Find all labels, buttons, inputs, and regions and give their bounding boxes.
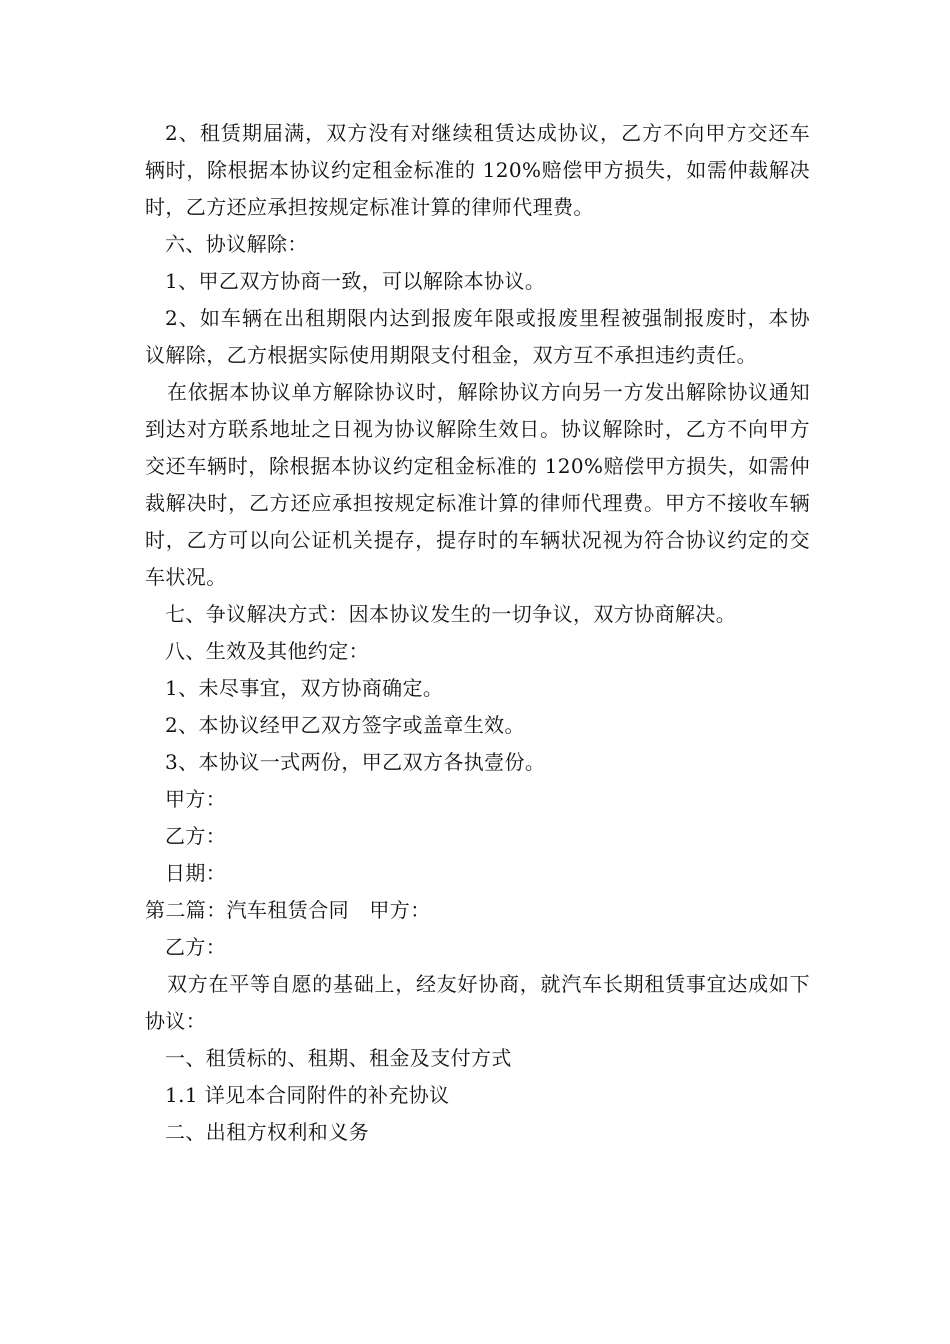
heading-termination: 六、协议解除：	[165, 232, 308, 256]
signature-date: 日期：	[165, 861, 227, 885]
section-title-second-contract: 第二篇：汽车租赁合同 甲方：	[145, 898, 431, 922]
paragraph-preamble: 双方在平等自愿的基础上，经友好协商，就汽车长期租赁事宜达成如下协议：	[145, 972, 810, 1033]
paragraph-termination-1: 1、甲乙双方协商一致，可以解除本协议。	[165, 269, 546, 293]
signature-party-b: 乙方：	[165, 824, 227, 848]
heading-lease-subject: 一、租赁标的、租期、租金及支付方式	[165, 1046, 512, 1070]
paragraph-lease-expiry: 2、租赁期届满，双方没有对继续租赁达成协议，乙方不向甲方交还车辆时，除根据本协议约定租金标准的 120%赔偿甲方损失，如需仲裁解决时，乙方还应承担按规定标准计算的律师代理费。	[145, 121, 810, 219]
heading-effectiveness: 八、生效及其他约定：	[165, 639, 369, 663]
heading-lessor-rights: 二、出租方权利和义务	[165, 1120, 369, 1144]
paragraph-effectiveness-1: 1、未尽事宜，双方协商确定。	[165, 676, 444, 700]
paragraph-effectiveness-2: 2、本协议经甲乙双方签字或盖章生效。	[165, 713, 525, 737]
paragraph-termination-2: 2、如车辆在出租期限内达到报废年限或报废里程被强制报废时，本协议解除，乙方根据实际使用期限支付租金，双方互不承担违约责任。	[145, 306, 810, 367]
paragraph-unilateral-termination: 在依据本协议单方解除协议时，解除协议方向另一方发出解除协议通知到达对方联系地址之日视为协议解除生效日。协议解除时，乙方不向甲方交还车辆时，除根据本协议约定租金标准的 120%赔偿甲方损失，如需仲裁解决时，乙方还应承担按规定标准计算的律师代理费。甲方不接收车辆时，乙方可以向公证机关提存，提存时的车辆状况视为符合协议约定的交车状况。	[145, 380, 810, 589]
paragraph-clause-1-1: 1.1 详见本合同附件的补充协议	[165, 1083, 450, 1107]
paragraph-dispute-resolution: 七、争议解决方式：因本协议发生的一切争议，双方协商解决。	[165, 602, 737, 626]
paragraph-effectiveness-3: 3、本协议一式两份，甲乙双方各执壹份。	[165, 750, 546, 774]
party-b-label: 乙方：	[165, 935, 227, 959]
signature-party-a: 甲方：	[165, 787, 227, 811]
document-page	[145, 115, 810, 1151]
